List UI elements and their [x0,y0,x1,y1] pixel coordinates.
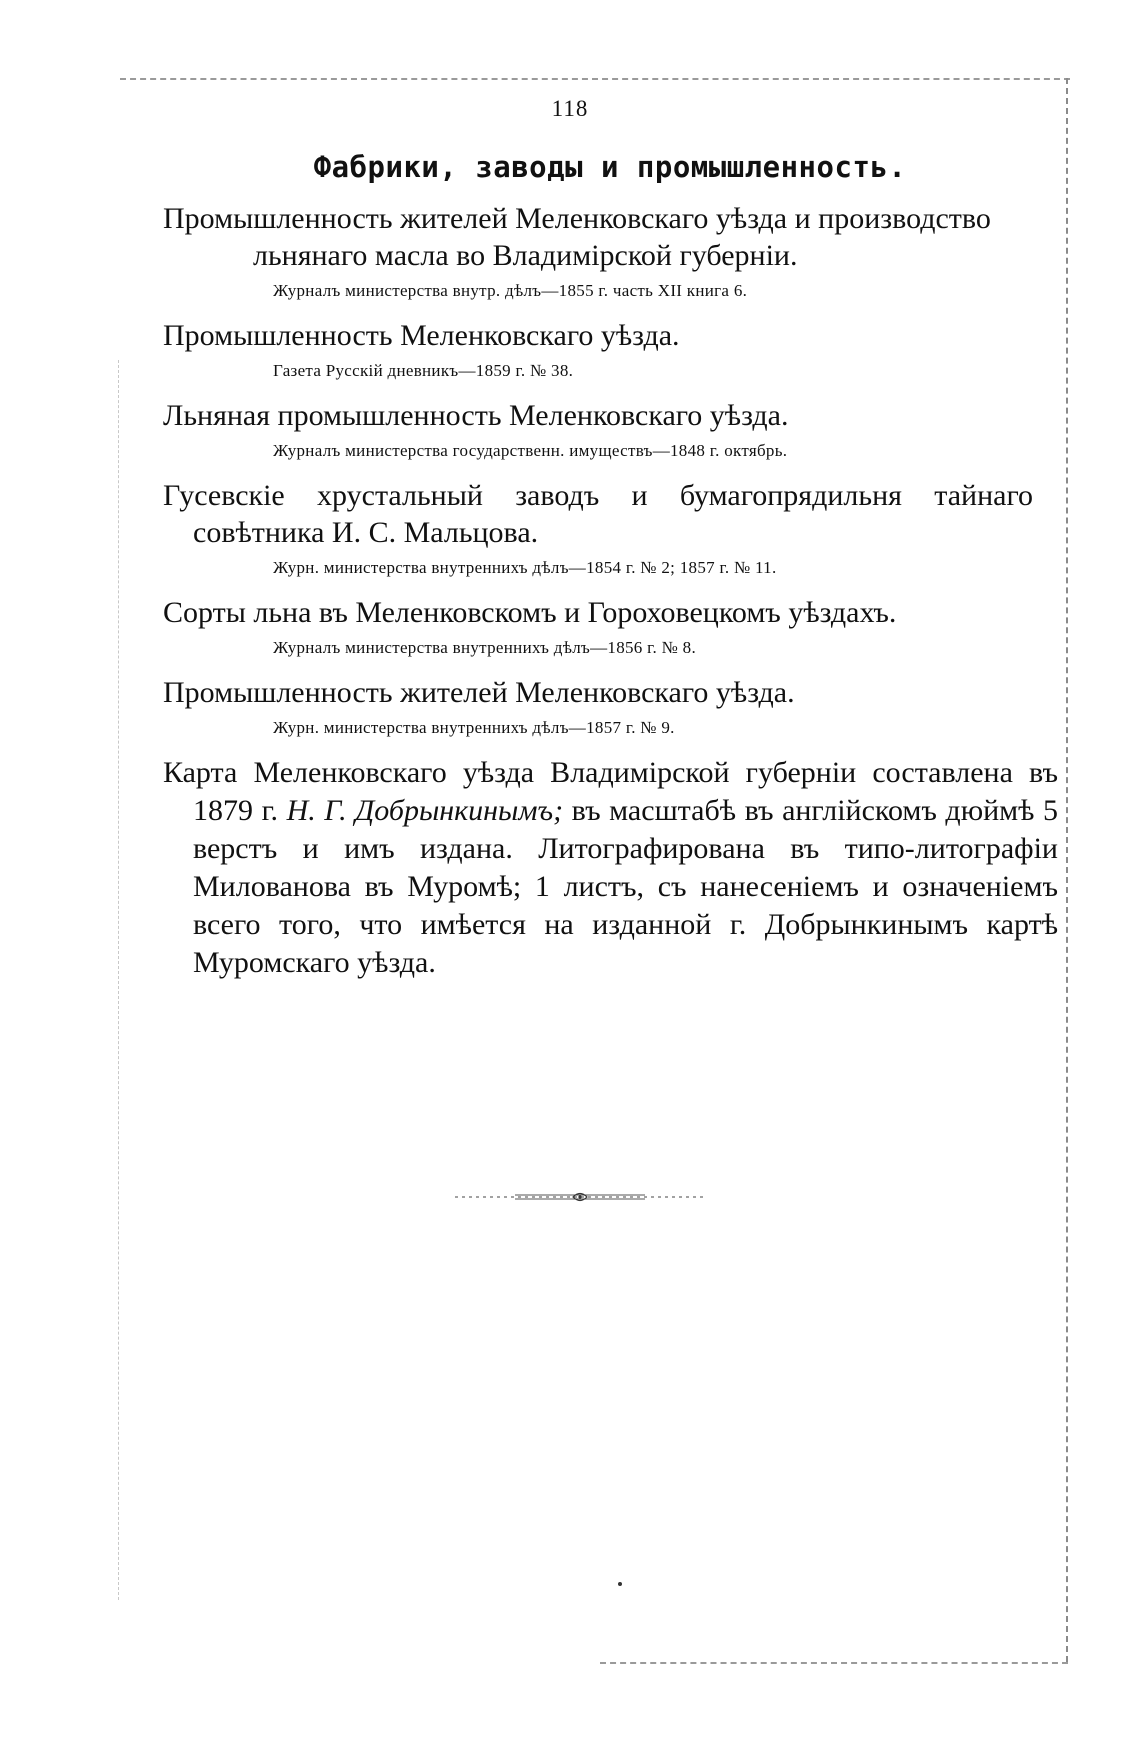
entry-title: Льняная промышленность Меленковскаго уѣзда. [163,399,789,432]
entry-title: Сорты льна въ Меленковскомъ и Гороховецкомъ уѣздахъ. [163,596,897,629]
scan-speck [618,1582,622,1586]
scan-frame-top-line [120,78,1070,80]
bibliography-entry [163,317,1033,383]
entry-title: Гусевскіе хрустальный заводъ и бумагопрядильня тайнаго совѣтника И. С. Мальцова. [163,479,1033,549]
section-title: Фабрики, заводы и промышленность. [313,150,907,184]
scan-frame-left-line [118,360,119,1600]
page-number: 118 [551,96,589,121]
map-entry [163,754,1058,982]
entry-source: Газета Русскій дневникъ—1859 г. № 38. [273,361,574,380]
scan-frame-bottom-line [600,1662,1068,1664]
bibliography-entry [163,477,1033,580]
entry-source: Журн. министерства внутреннихъ дѣлъ—1854 г. № 2; 1857 г. № 11. [273,558,777,577]
bibliography-entry [163,200,1033,303]
bibliography-entry [163,674,1033,740]
entry-source: Журналъ министерства государственн. имуществъ—1848 г. октябрь. [273,441,788,460]
bibliography-list [163,200,1059,982]
entry-source: Журналъ министерства внутр. дѣлъ—1855 г. часть XII книга 6. [273,281,748,300]
entry-source: Журналъ министерства внутреннихъ дѣлъ—1856 г. № 8. [273,638,697,657]
entry-title: Промышленность жителей Меленковскаго уѣзда и производство льнянаго масла во Владимірской губерніи. [163,202,991,272]
end-ornament-icon [455,1190,705,1204]
scan-frame-right-line [1066,78,1068,1662]
map-entry-text-after: въ масштабѣ въ англійскомъ дюймѣ 5 верстъ и имъ издана. Литографирована въ типо-литографіи Милованова въ Муромѣ; 1 листъ, съ нанесеніемъ и означеніемъ всего того, что имѣется на изданной г. Добрынкинымъ картѣ Муромскаго уѣзда. [193,794,1059,979]
entry-source: Журн. министерства внутреннихъ дѣлъ—1857 г. № 9. [273,718,675,737]
entry-title: Промышленность жителей Меленковскаго уѣзда. [163,676,795,709]
map-entry-text-before: Карта Меленковскаго уѣзда Владимірской губерніи составлена въ 1879 г. [163,756,1058,827]
entry-title: Промышленность Меленковскаго уѣзда. [163,319,680,352]
map-entry-author: Н. Г. Добрынкинымъ; [286,794,564,827]
bibliography-entry [163,594,1033,660]
bibliography-entry [163,397,1033,463]
